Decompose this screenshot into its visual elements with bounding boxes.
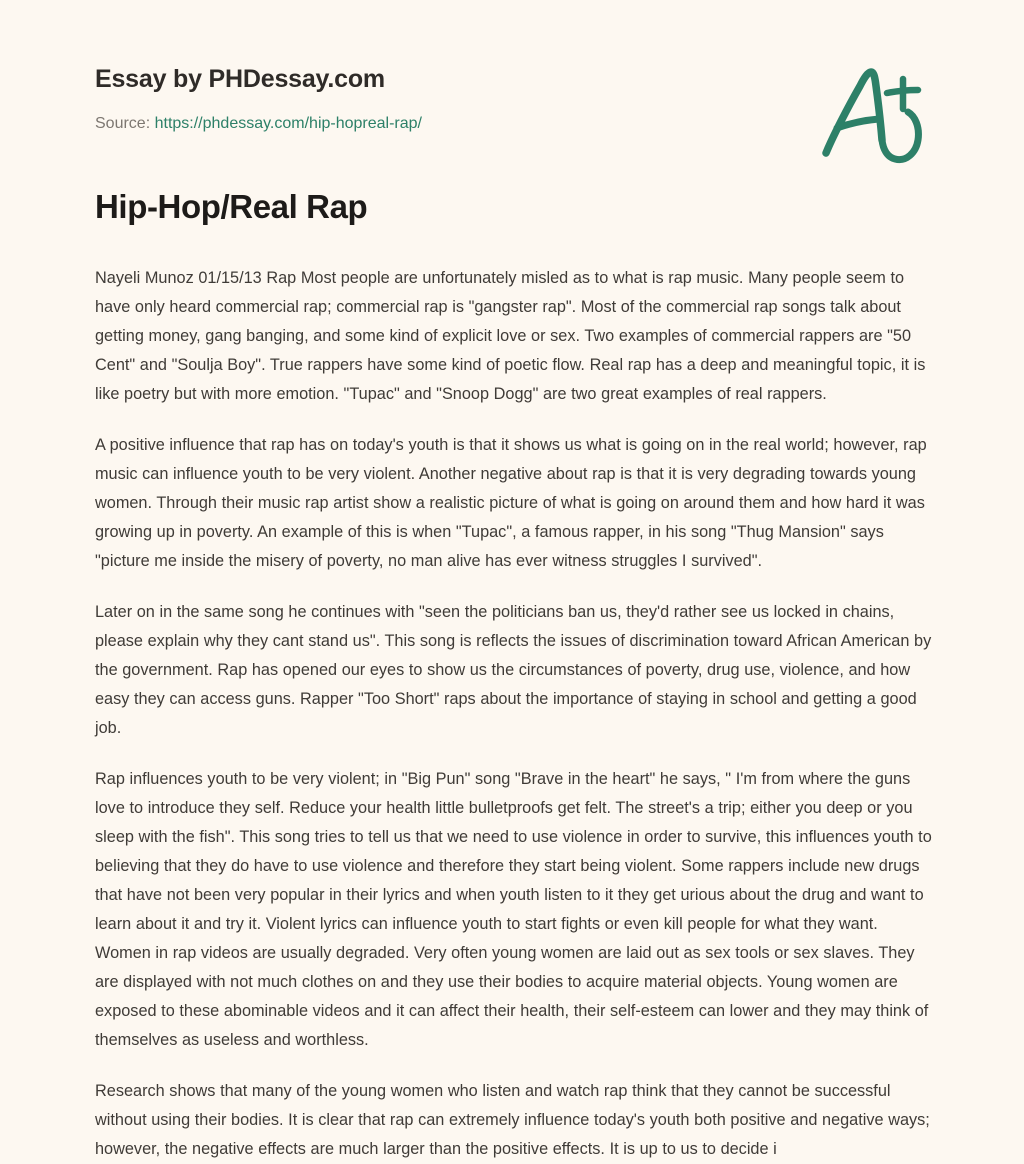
essay-paragraph: Nayeli Munoz 01/15/13 Rap Most people are unfortunately misled as to what is rap music. Many people seem to have only heard commercial rap; commercial rap is "gangster rap". Most of the commercial rap songs talk about getting money, gang banging, and some kind of explicit love or sex. Two examples of commercial rappers are "50 Cent" and "Soulja Boy". True rappers have some kind of poetic flow. Real rap has a deep and meaningful topic, it is like poetry but with more emotion. "Tupac" and "Snoop Dogg" are two great examples of real rappers. bbox=[95, 268, 926, 403]
page-title: Hip-Hop/Real Rap bbox=[95, 188, 368, 225]
essay-paragraph: Research shows that many of the young women who listen and watch rap think that they cannot be successful without using their bodies. It is clear that rap can extremely influence today's youth both positive and negative ways; however, the negative effects are much larger than the positive effects. It is up to us to decide i bbox=[95, 1081, 930, 1158]
essay-body bbox=[95, 226, 933, 1164]
essay-paragraph: Rap influences youth to be very violent; in "Big Pun" song "Brave in the heart" he says, " I'm from where the guns love to introduce they self. Reduce your health little bulletproofs get felt. The street's a trip; either you deep or you sleep with the fish". This song tries to tell us that we need to use violence in order to survive, this influences youth to believing that they do have to use violence and therefore they start being violent. Some rappers include new drugs that have not been very popular in their lyrics and when youth listen to it they get urious about the drug and want to learn about it and try it. Violent lyrics can influence youth to start fights or even kill people for what they want. Women in rap videos are usually degraded. Very often young women are laid out as sex tools or sex slaves. They are displayed with not much clothes on and they use their bodies to acquire material objects. Young women are exposed to these abominable videos and it can affect their health, their self-esteem can lower and they may think of themselves as useless and worthless. bbox=[95, 769, 932, 1049]
document-header bbox=[95, 0, 929, 132]
essay-paragraph: Later on in the same song he continues with "seen the politicians ban us, they'd rather see us locked in chains, please explain why they cant stand us". This song is reflects the issues of discrimination toward African American by the government. Rap has opened our eyes to show us the circumstances of poverty, drug use, violence, and how easy they can access guns. Rapper "Too Short" raps about the importance of staying in school and getting a good job. bbox=[95, 602, 932, 737]
a-plus-logo-svg bbox=[815, 62, 935, 167]
essay-paragraph: A positive influence that rap has on today's youth is that it shows us what is going on in the real world; however, rap music can influence youth to be very violent. Another negative about rap is that it is very degrading towards young women. Through their music rap artist show a realistic picture of what is going on around them and how hard it was growing up in poverty. An example of this is when "Tupac", a famous rapper, in his song "Thug Mansion" says "picture me inside the misery of poverty, no man alive has ever witness struggles I survived". bbox=[95, 435, 927, 570]
a-plus-logo-icon[interactable] bbox=[815, 62, 935, 167]
brand-line: Essay by PHDessay.com bbox=[95, 65, 385, 93]
source-line bbox=[95, 114, 929, 133]
source-url-link[interactable]: https://phdessay.com/hip-hopreal-rap/ bbox=[154, 114, 422, 132]
source-label: Source: bbox=[95, 114, 155, 132]
